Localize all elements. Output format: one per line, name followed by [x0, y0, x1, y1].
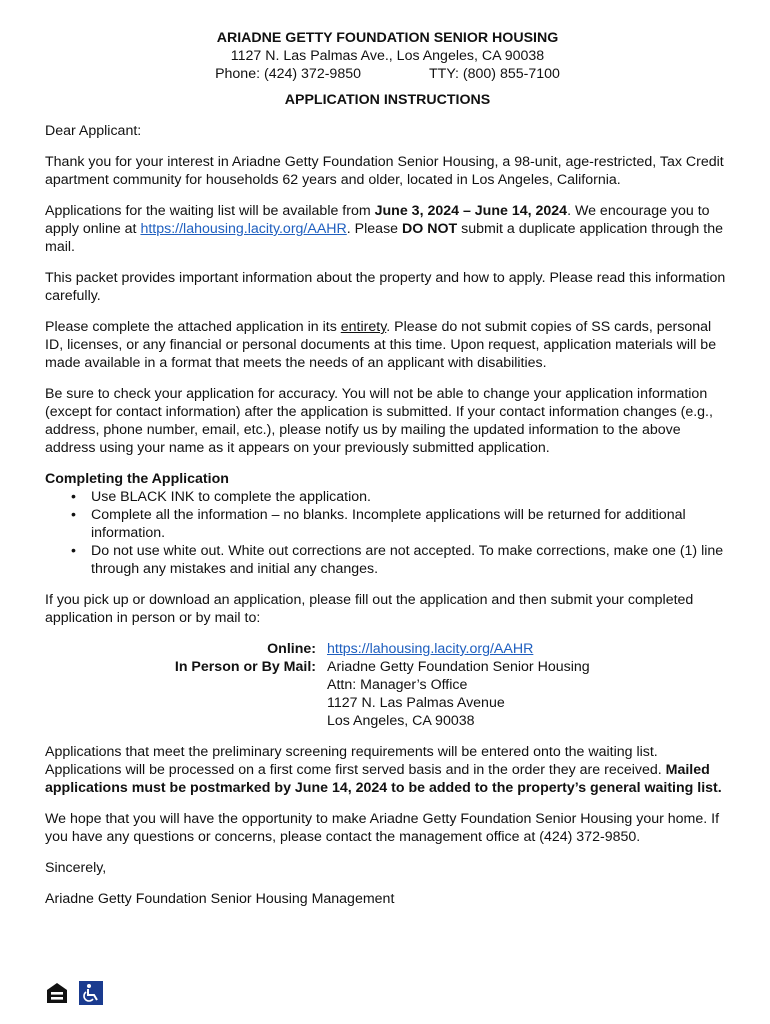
accessibility-icon	[79, 981, 103, 1005]
list-item: • Complete all the information – no blanks. Incomplete applications will be returned for additional information.	[91, 506, 730, 542]
accuracy-paragraph: Be sure to check your application for accuracy. You will not be able to change your application information (except for contact information) after the application is submitted. If your contact information changes (e.g., address, phone number, email, etc.), please notify us by mailing the updated information to the above address using your name as it appears on your previously submitted application.	[45, 386, 713, 456]
list-item: • Use BLACK INK to complete the application.	[91, 488, 730, 506]
address-line: Ariadne Getty Foundation Senior Housing	[327, 659, 590, 675]
completing-section	[45, 470, 730, 578]
online-label: Online:	[267, 641, 316, 657]
processing-paragraph: Applications that meet the preliminary screening requirements will be entered onto the waiting list. Applications will be processed on a first come first served basis and in the order they are received. Mailed applications must be postmarked by June 14, 2024 to be added to the property’s general waiting list.	[45, 744, 722, 796]
packet-info-paragraph: This packet provides important information about the property and how to apply. Please read this information carefully.	[45, 270, 726, 304]
salutation: Dear Applicant:	[45, 123, 142, 139]
completion-paragraph: Please complete the attached application in its entirety. Please do not submit copies of SS cards, personal ID, licenses, or any financial or personal documents at this time. Upon request, application materials will be made available in a format that meets the needs of an applicant with disabilities.	[45, 319, 717, 371]
document-page	[45, 29, 730, 908]
online-application-link[interactable]: https://lahousing.lacity.org/AAHR	[140, 221, 347, 237]
equal-housing-opportunity-icon	[45, 981, 69, 1005]
completing-heading: Completing the Application	[45, 471, 229, 487]
completing-list	[45, 488, 730, 578]
org-name: ARIADNE GETTY FOUNDATION SENIOR HOUSING	[216, 30, 559, 46]
address-line: Attn: Manager’s Office	[327, 677, 468, 693]
postmark-deadline: Mailed applications must be postmarked by June 14, 2024 to be added to the property’s general waiting list.	[45, 762, 722, 796]
availability-paragraph: Applications for the waiting list will be available from June 3, 2024 – June 14, 2024. We encourage you to apply online at https://lahousing.lacity.org/AAHR. Please DO NOT submit a duplicate application through the mail.	[45, 203, 723, 255]
do-not-emphasis: DO NOT	[402, 221, 458, 237]
intro-paragraph: Thank you for your interest in Ariadne Getty Foundation Senior Housing, a 98-unit, age-restricted, Tax Credit apartment community for households 62 years and older, located in Los Angeles, California.	[45, 154, 724, 188]
online-submit-link[interactable]: https://lahousing.lacity.org/AAHR	[327, 641, 534, 657]
tty-number: TTY: (800) 855-7100	[429, 66, 560, 82]
entirety-emphasis: entirety	[340, 319, 387, 335]
page-title: APPLICATION INSTRUCTIONS	[284, 92, 491, 108]
list-item: • Do not use white out. White out corrections are not accepted. To make corrections, make one (1) line through any mistakes and initial any changes.	[91, 542, 730, 578]
closing-paragraph: We hope that you will have the opportunity to make Ariadne Getty Foundation Senior Housing your home. If you have any questions or concerns, please contact the management office at (424) 372-9850.	[45, 811, 720, 845]
address-line: 1127 N. Las Palmas Avenue	[327, 695, 505, 711]
mail-label: In Person or By Mail:	[174, 659, 316, 675]
contact-line	[45, 65, 730, 83]
footer-logos	[45, 981, 103, 1005]
submission-paragraph: If you pick up or download an application, please fill out the application and then submit your completed application in person or by mail to:	[45, 592, 694, 626]
phone-number: Phone: (424) 372-9850	[215, 66, 361, 82]
sign-off: Sincerely,	[45, 860, 107, 876]
signature: Ariadne Getty Foundation Senior Housing Management	[45, 891, 395, 907]
org-address: 1127 N. Las Palmas Ave., Los Angeles, CA 90038	[230, 48, 545, 64]
application-dates: June 3, 2024 – June 14, 2024	[374, 203, 568, 219]
letterhead	[45, 29, 730, 83]
mail-address	[327, 658, 730, 730]
address-line: Los Angeles, CA 90038	[327, 713, 475, 729]
submission-addresses	[45, 640, 730, 730]
